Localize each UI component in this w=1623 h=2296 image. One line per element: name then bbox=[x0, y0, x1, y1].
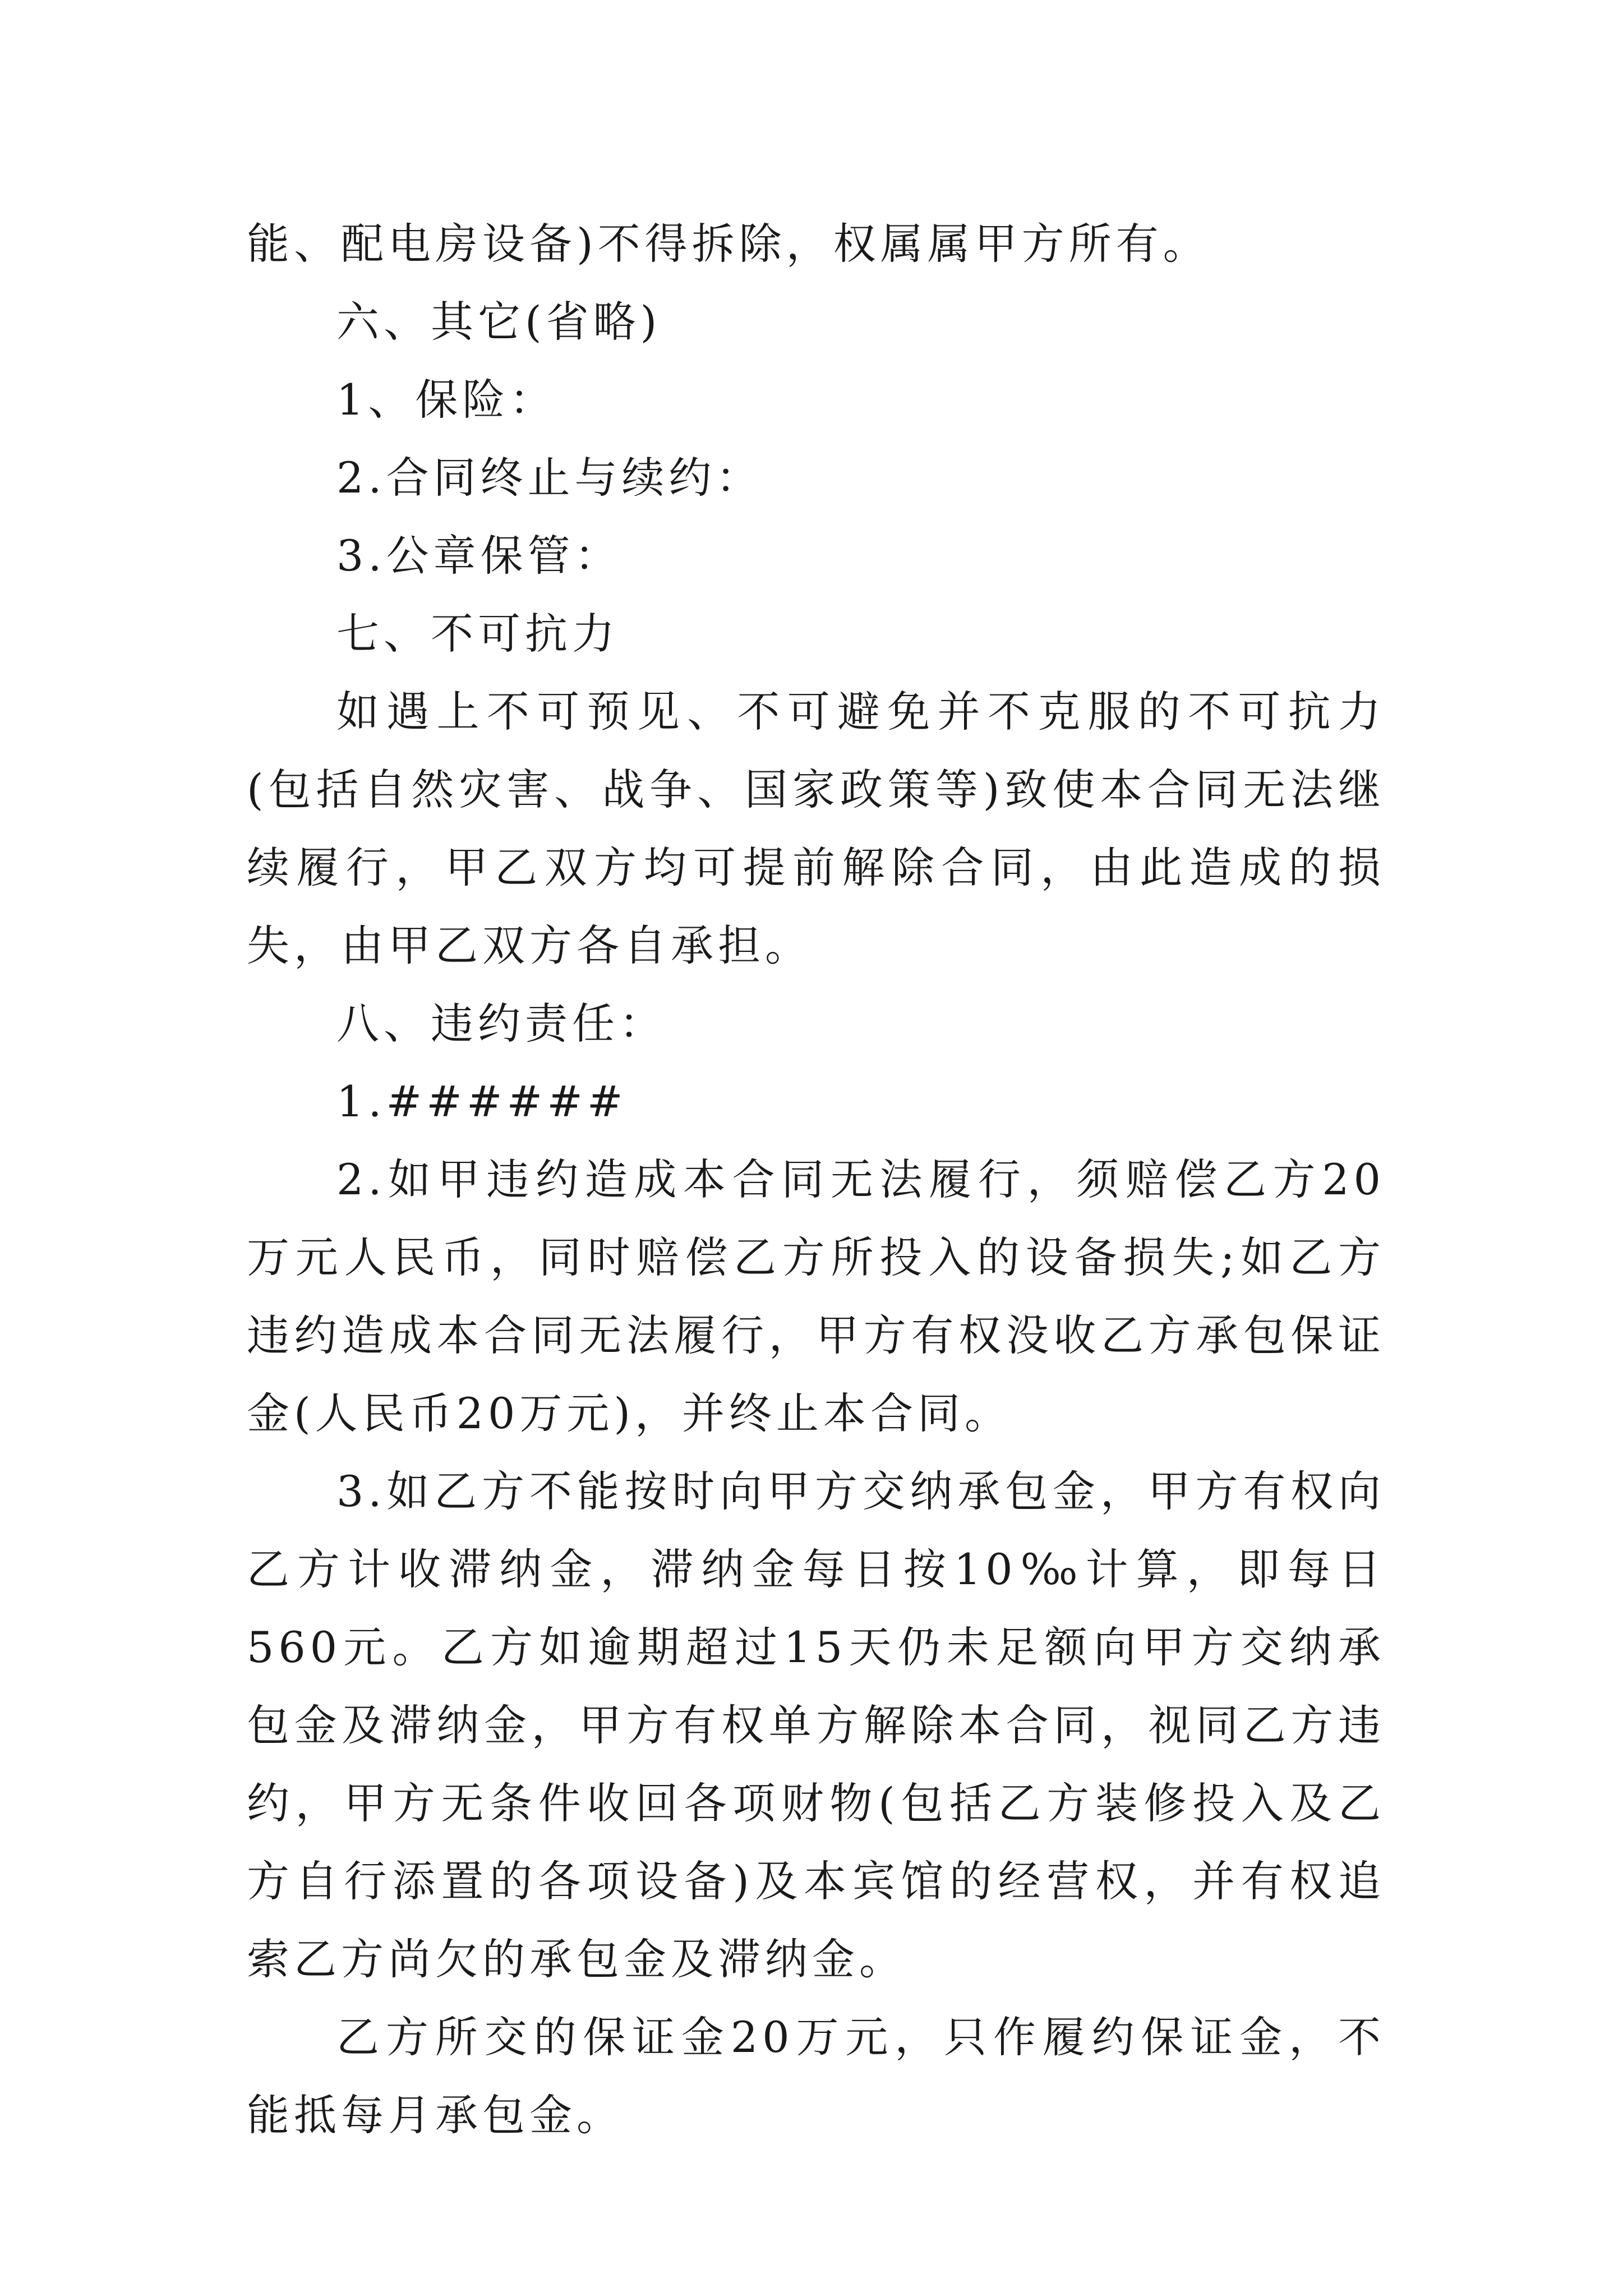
paragraph-deposit: 乙方所交的保证金20万元，只作履约保证金，不能抵每月承包金。 bbox=[247, 2012, 1385, 2140]
list-item-termination-renewal: 2.合同终止与续约： bbox=[336, 453, 763, 503]
section-heading-other: 六、其它(省略) bbox=[336, 297, 662, 347]
list-item-insurance: 1、保险： bbox=[336, 375, 557, 425]
section-heading-liability: 八、违约责任： bbox=[336, 999, 666, 1048]
paragraph-force-majeure: 如遇上不可预见、不可避免并不克服的不可抗力(包括自然灾害、战争、国家政策等)致使本合同无法继续履行，甲乙双方均可提前解除合同，由此造成的损失，由甲乙双方各自承担。 bbox=[247, 687, 1385, 970]
paragraph-fixtures-ownership: 能、配电房设备)不得拆除，权属属甲方所有。 bbox=[247, 219, 1210, 269]
contract-text bbox=[247, 205, 1385, 2154]
list-item-seal-custody: 3.公章保管： bbox=[336, 531, 622, 581]
list-item-liability-3: 3.如乙方不能按时向甲方交纳承包金，甲方有权向乙方计收滞纳金，滞纳金每日按10‰计算，即每日560元。乙方如逾期超过15天仍未足额向甲方交纳承包金及滞纳金，甲方有权单方解除本合同，视同乙方违约，甲方无条件收回各项财物(包括乙方装修投入及乙方自行添置的各项设备)及本宾馆的经营权，并有权追索乙方尚欠的承包金及滞纳金。 bbox=[247, 1466, 1385, 1984]
list-item-liability-2: 2.如甲违约造成本合同无法履行，须赔偿乙方20万元人民币，同时赔偿乙方所投入的设备损失;如乙方违约造成本合同无法履行，甲方有权没收乙方承包保证金(人民币20万元)，并终止本合同。 bbox=[247, 1154, 1385, 1438]
list-item-liability-1: 1.###### bbox=[336, 1076, 628, 1126]
section-heading-force-majeure: 七、不可抗力 bbox=[336, 609, 619, 659]
